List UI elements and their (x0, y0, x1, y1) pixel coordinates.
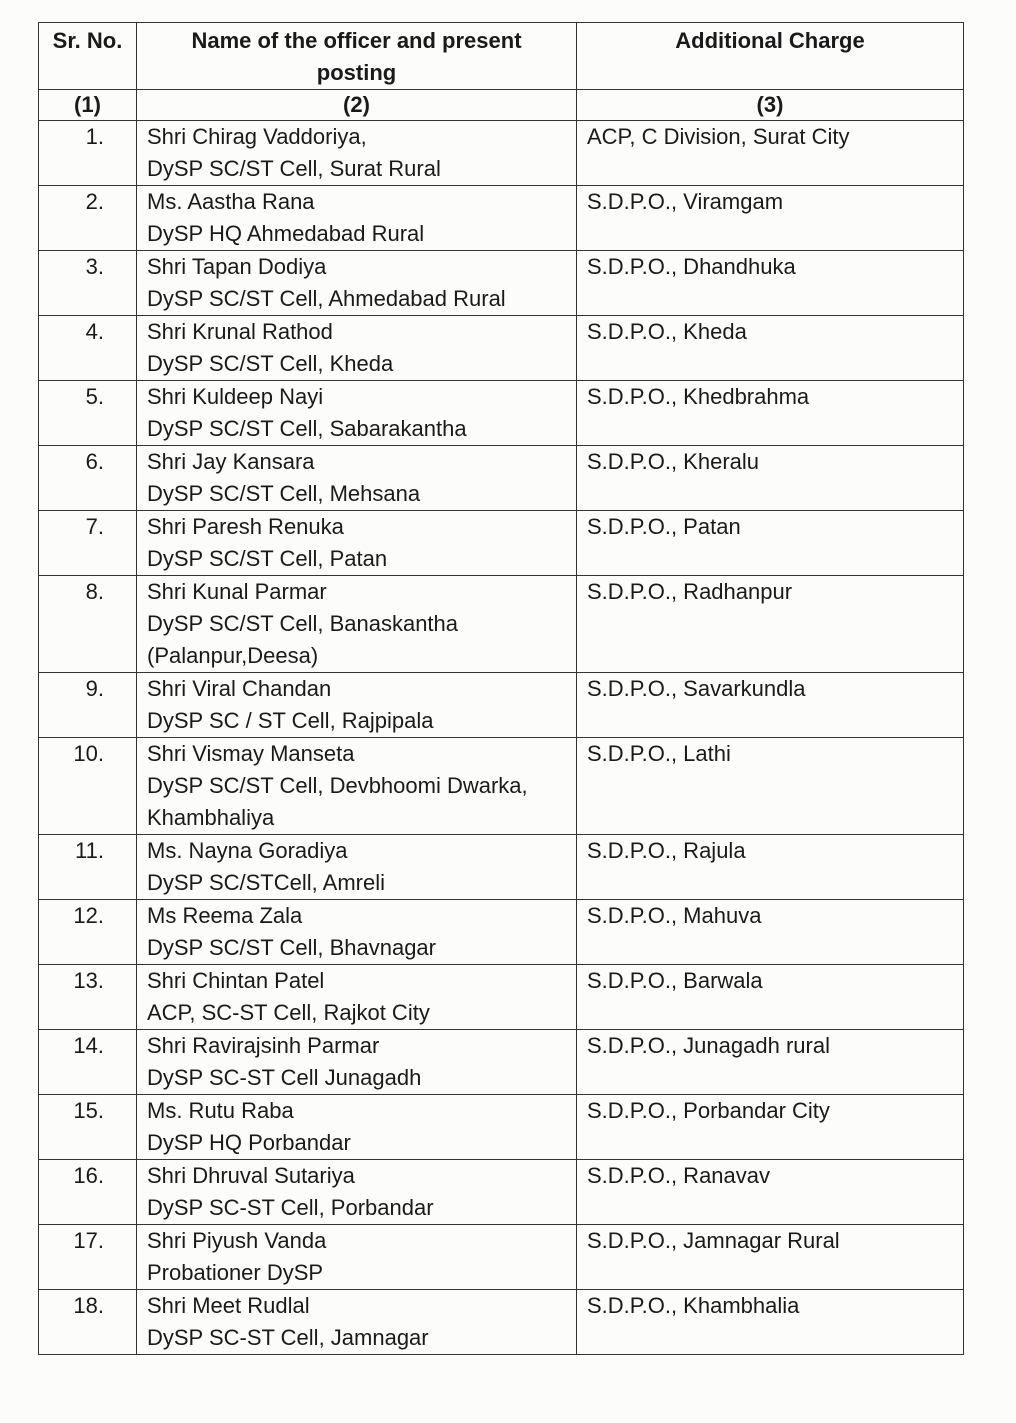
officer-cell (137, 316, 577, 381)
officer-cell (137, 738, 577, 835)
table-row (39, 121, 964, 186)
officer-cell (137, 1160, 577, 1225)
officer-posting: Khambhaliya (147, 805, 275, 830)
additional-charge: S.D.P.O., Rajula (577, 835, 964, 900)
officer-name: Shri Viral Chandan (147, 676, 332, 701)
serial-number: 3. (39, 251, 137, 316)
additional-charge: ACP, C Division, Surat City (577, 121, 964, 186)
header-row (39, 23, 964, 90)
table-row (39, 1225, 964, 1290)
additional-charge: S.D.P.O., Viramgam (577, 186, 964, 251)
table-row (39, 900, 964, 965)
serial-number: 13. (39, 965, 137, 1030)
officer-name: Shri Paresh Renuka (147, 514, 344, 539)
officer-posting: Probationer DySP (147, 1260, 324, 1285)
additional-charge: S.D.P.O., Khambhalia (577, 1290, 964, 1355)
officer-cell (137, 965, 577, 1030)
additional-charge: S.D.P.O., Mahuva (577, 900, 964, 965)
officer-cell (137, 576, 577, 673)
officer-posting: DySP SC/ST Cell, Patan (147, 546, 388, 571)
officer-posting: DySP SC-ST Cell, Jamnagar (147, 1325, 429, 1350)
officer-posting: DySP SC/ST Cell, Kheda (147, 351, 394, 376)
header-name-line2: posting (316, 60, 397, 85)
officer-name: Shri Krunal Rathod (147, 319, 333, 344)
additional-charge: S.D.P.O., Jamnagar Rural (577, 1225, 964, 1290)
officer-posting: DySP SC-ST Cell Junagadh (147, 1065, 422, 1090)
serial-number: 12. (39, 900, 137, 965)
officer-cell (137, 1030, 577, 1095)
additional-charge: S.D.P.O., Lathi (577, 738, 964, 835)
officer-posting: DySP SC/STCell, Amreli (147, 870, 385, 895)
additional-charge: S.D.P.O., Junagadh rural (577, 1030, 964, 1095)
header-name-line1: Name of the officer and present (191, 28, 522, 53)
officer-posting: DySP SC/ST Cell, Devbhoomi Dwarka, (147, 773, 528, 798)
officer-cell (137, 900, 577, 965)
officer-cell (137, 381, 577, 446)
serial-number: 15. (39, 1095, 137, 1160)
additional-charge: S.D.P.O., Savarkundla (577, 673, 964, 738)
header-additional-charge: Additional Charge (577, 23, 964, 90)
table-row (39, 251, 964, 316)
officer-cell (137, 673, 577, 738)
officer-posting: (Palanpur,Deesa) (147, 643, 319, 668)
serial-number: 2. (39, 186, 137, 251)
officer-name: Shri Jay Kansara (147, 449, 315, 474)
officer-posting: DySP SC/ST Cell, Bhavnagar (147, 935, 436, 960)
serial-number: 10. (39, 738, 137, 835)
officer-name: Shri Meet Rudlal (147, 1293, 310, 1318)
officer-name: Shri Piyush Vanda (147, 1228, 327, 1253)
officer-name: Shri Kuldeep Nayi (147, 384, 324, 409)
officers-table (38, 22, 964, 1355)
additional-charge: S.D.P.O., Kheralu (577, 446, 964, 511)
table-body (39, 121, 964, 1355)
officer-cell (137, 1095, 577, 1160)
table-row (39, 1030, 964, 1095)
officer-cell (137, 1225, 577, 1290)
table-row (39, 965, 964, 1030)
serial-number: 14. (39, 1030, 137, 1095)
table-row (39, 835, 964, 900)
officer-cell (137, 835, 577, 900)
additional-charge: S.D.P.O., Kheda (577, 316, 964, 381)
column-number-3: (3) (577, 90, 964, 121)
serial-number: 18. (39, 1290, 137, 1355)
officer-cell (137, 186, 577, 251)
serial-number: 11. (39, 835, 137, 900)
column-number-row (39, 90, 964, 121)
serial-number: 6. (39, 446, 137, 511)
officer-posting: DySP SC/ST Cell, Ahmedabad Rural (147, 286, 506, 311)
table-row (39, 1095, 964, 1160)
officer-cell (137, 251, 577, 316)
additional-charge: S.D.P.O., Porbandar City (577, 1095, 964, 1160)
serial-number: 4. (39, 316, 137, 381)
officer-name: Shri Kunal Parmar (147, 579, 327, 604)
additional-charge: S.D.P.O., Khedbrahma (577, 381, 964, 446)
officer-posting: DySP SC/ST Cell, Mehsana (147, 481, 421, 506)
table-row (39, 316, 964, 381)
officer-name: Ms. Rutu Raba (147, 1098, 294, 1123)
serial-number: 9. (39, 673, 137, 738)
officer-posting: DySP SC-ST Cell, Porbandar (147, 1195, 434, 1220)
officer-cell (137, 121, 577, 186)
serial-number: 16. (39, 1160, 137, 1225)
table-row (39, 1290, 964, 1355)
officer-name: Shri Ravirajsinh Parmar (147, 1033, 380, 1058)
table-row (39, 673, 964, 738)
table-row (39, 381, 964, 446)
officer-posting: DySP SC / ST Cell, Rajpipala (147, 708, 434, 733)
serial-number: 8. (39, 576, 137, 673)
officer-posting: ACP, SC-ST Cell, Rajkot City (147, 1000, 430, 1025)
officer-name: Ms. Aastha Rana (147, 189, 315, 214)
officer-cell (137, 511, 577, 576)
officer-posting: DySP SC/ST Cell, Banaskantha (147, 611, 459, 636)
additional-charge: S.D.P.O., Ranavav (577, 1160, 964, 1225)
officer-cell (137, 1290, 577, 1355)
column-number-1: (1) (39, 90, 137, 121)
officer-posting: DySP SC/ST Cell, Surat Rural (147, 156, 441, 181)
serial-number: 5. (39, 381, 137, 446)
additional-charge: S.D.P.O., Radhanpur (577, 576, 964, 673)
table-row (39, 186, 964, 251)
additional-charge: S.D.P.O., Dhandhuka (577, 251, 964, 316)
column-number-2: (2) (137, 90, 577, 121)
officer-name: Shri Chirag Vaddoriya, (147, 124, 367, 149)
officer-posting: DySP HQ Porbandar (147, 1130, 351, 1155)
additional-charge: S.D.P.O., Barwala (577, 965, 964, 1030)
officer-name: Ms. Nayna Goradiya (147, 838, 348, 863)
officer-name: Ms Reema Zala (147, 903, 303, 928)
table-row (39, 1160, 964, 1225)
officer-cell (137, 446, 577, 511)
officer-posting: DySP HQ Ahmedabad Rural (147, 221, 425, 246)
header-sr-no: Sr. No. (39, 23, 137, 90)
header-officer-name (137, 23, 577, 90)
table-row (39, 511, 964, 576)
officer-name: Shri Tapan Dodiya (147, 254, 327, 279)
table-row (39, 738, 964, 835)
officer-name: Shri Vismay Manseta (147, 741, 355, 766)
serial-number: 1. (39, 121, 137, 186)
table-row (39, 576, 964, 673)
serial-number: 7. (39, 511, 137, 576)
officer-name: Shri Dhruval Sutariya (147, 1163, 355, 1188)
officer-posting: DySP SC/ST Cell, Sabarakantha (147, 416, 467, 441)
serial-number: 17. (39, 1225, 137, 1290)
officer-name: Shri Chintan Patel (147, 968, 325, 993)
table-row (39, 446, 964, 511)
additional-charge: S.D.P.O., Patan (577, 511, 964, 576)
